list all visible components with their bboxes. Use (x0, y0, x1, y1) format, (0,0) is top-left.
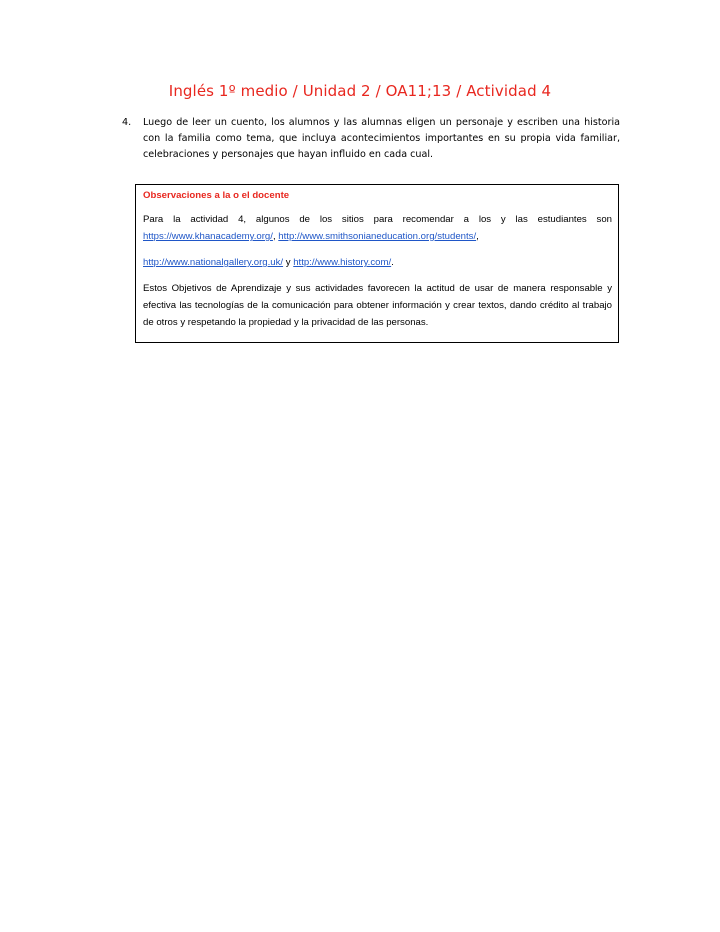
learning-objectives-paragraph: Estos Objetivos de Aprendizaje y sus actividades favorecen la actitud de usar de manera responsable y efectiva las tecnologías de la comunicación para obtener información y crear textos, dando crédito al trabajo de otros y respetando la propiedad y la privacidad de las personas. (143, 283, 612, 328)
national-gallery-link[interactable]: http://www.nationalgallery.org.uk/ (143, 257, 284, 268)
smithsonian-link[interactable]: http://www.smithsonianeducation.org/students/ (278, 231, 477, 242)
recommended-sites-paragraph (143, 211, 612, 245)
conjunction: y (283, 257, 294, 268)
separator: , (272, 231, 276, 242)
period: . (391, 257, 394, 268)
teacher-notes-heading: Observaciones a la o el docente (143, 190, 290, 201)
activity-text: Luego de leer un cuento, los alumnos y las alumnas eligen un personaje y escriben una historia con la familia como tema, que incluya acontecimientos importantes en su propia vida familiar, celebraciones y personajes que hayan influido en cada cual. (143, 117, 620, 160)
more-sites-paragraph (143, 254, 612, 271)
activity-item (122, 115, 620, 163)
history-link[interactable]: http://www.history.com/ (293, 257, 392, 268)
page-title: Inglés 1º medio / Unidad 2 / OA11;13 / Actividad 4 (168, 82, 552, 100)
teacher-notes-box (135, 184, 619, 343)
khan-academy-link[interactable]: https://www.khanacademy.org/ (143, 231, 273, 242)
activity-number: 4. (122, 117, 132, 128)
recommended-sites-intro: Para la actividad 4, algunos de los sitios para recomendar a los y las estudiantes son (143, 214, 612, 225)
separator: , (476, 231, 479, 242)
